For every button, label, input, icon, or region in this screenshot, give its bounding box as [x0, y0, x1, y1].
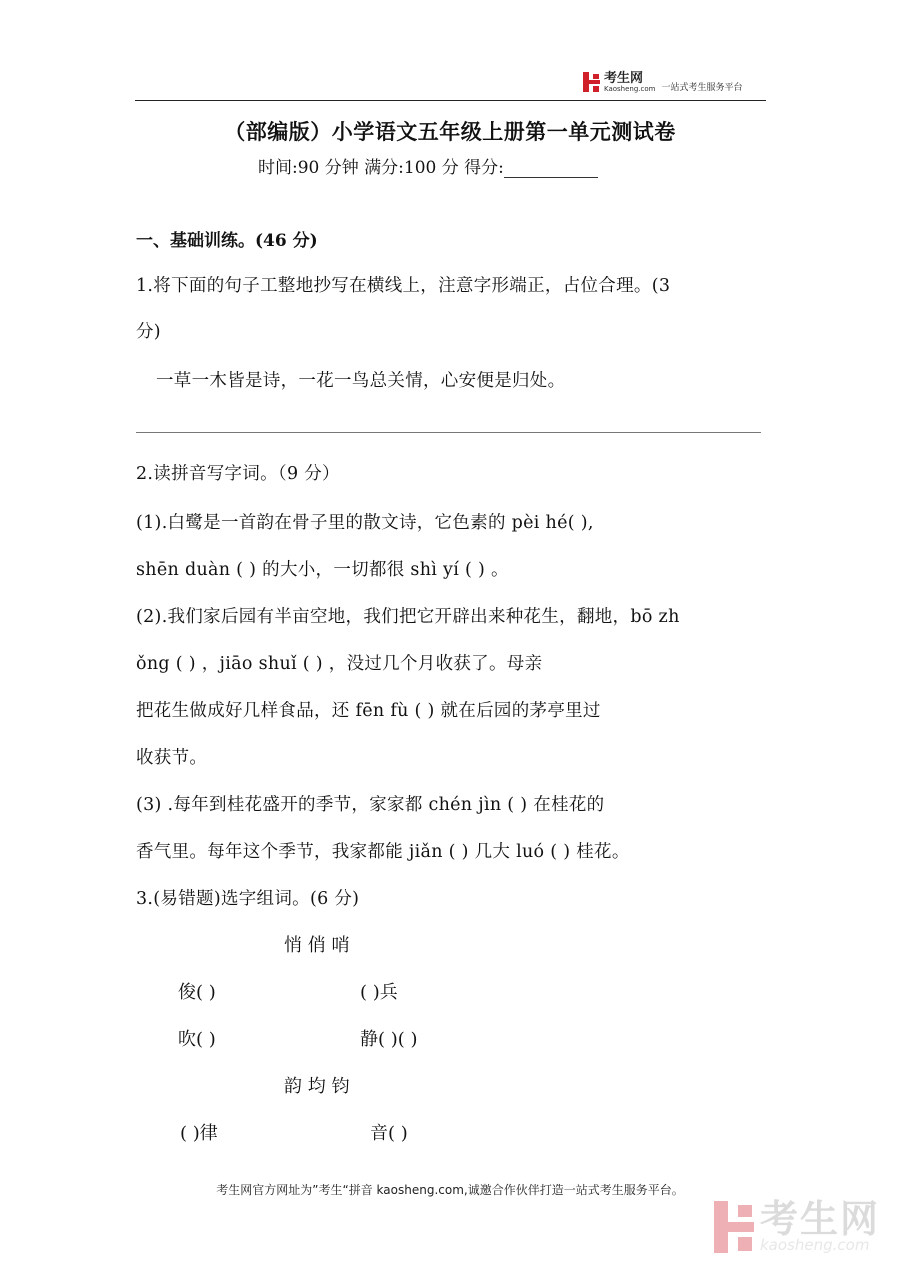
logo-name: 考生网: [604, 70, 644, 86]
question-2-1-line-1: (1).白鹭是一首韵在骨子里的散文诗，它色素的 pèi hé( ),: [136, 513, 594, 533]
watermark: [714, 1197, 881, 1254]
question-3-text: 3.(易错题)选字组词。(6 分): [136, 889, 360, 909]
question-2-2-line-4: 收获节。: [136, 748, 208, 768]
question-2-3-line-1: (3) .每年到桂花盛开的季节，家家都 chén jìn ( ) 在桂花的: [136, 795, 605, 815]
fill-blank-jing[interactable]: 静( )( ): [360, 1029, 418, 1050]
brand-logo: [583, 70, 743, 94]
logo-slogan: 一站式考生服务平台: [661, 82, 743, 93]
kaosheng-logo-icon: [583, 72, 600, 92]
fill-blank-yin[interactable]: 音( ): [370, 1123, 408, 1144]
fill-blank-bing[interactable]: ( )兵: [360, 982, 398, 1003]
choice-chars-2: 韵 均 钧: [284, 1076, 350, 1097]
exam-info-text: 时间:90 分钟 满分:100 分 得分:: [258, 158, 504, 178]
question-2-text: 2.读拼音写字词。（9 分）: [136, 464, 340, 484]
fill-blank-lv[interactable]: ( )律: [180, 1123, 218, 1144]
copy-sentence: 一草一木皆是诗，一花一鸟总关情，心安便是归处。: [156, 371, 566, 391]
question-2-2-line-1: (2).我们家后园有半亩空地，我们把它开辟出来种花生，翻地，bō zh: [136, 607, 680, 627]
question-2-2-line-2: ǒng ( ) ，jiāo shuǐ ( ) ，没过几个月收获了。母亲: [136, 654, 543, 674]
logo-domain: Kaosheng.com: [604, 84, 656, 93]
watermark-domain: kaosheng.com: [760, 1236, 870, 1254]
exam-info: [258, 153, 598, 178]
fill-blank-jun[interactable]: 俊( ): [178, 982, 216, 1003]
question-1-text: 1.将下面的句子工整地抄写在横线上，注意字形端正，占位合理。(3: [136, 276, 671, 296]
question-2-2-line-3: 把花生做成好几样食品，还 fēn fù ( ) 就在后园的茅亭里过: [136, 701, 601, 721]
watermark-logo-icon: [714, 1201, 754, 1253]
score-blank[interactable]: [504, 161, 598, 178]
section-heading: 一、基础训练。(46 分): [136, 231, 318, 251]
question-1-text-cont: 分): [136, 322, 161, 342]
copy-answer-line[interactable]: [136, 432, 761, 433]
question-2-3-line-2: 香气里。每年这个季节，我家都能 jiǎn ( ) 几大 luó ( ) 桂花。: [136, 842, 630, 862]
question-2-1-line-2: shēn duàn ( ) 的大小，一切都很 shì yí ( ) 。: [136, 560, 509, 580]
fill-blank-chui[interactable]: 吹( ): [178, 1029, 216, 1050]
choice-chars-1: 悄 俏 哨: [284, 935, 350, 956]
page-title: （部编版）小学语文五年级上册第一单元测试卷: [224, 119, 676, 144]
watermark-name: 考生网: [760, 1197, 881, 1241]
header-rule: [135, 100, 766, 101]
footer-note: 考生网官方网址为”考生“拼音 kaosheng.com,诚邀合作伙伴打造一站式考生服务平台。: [216, 1183, 684, 1197]
